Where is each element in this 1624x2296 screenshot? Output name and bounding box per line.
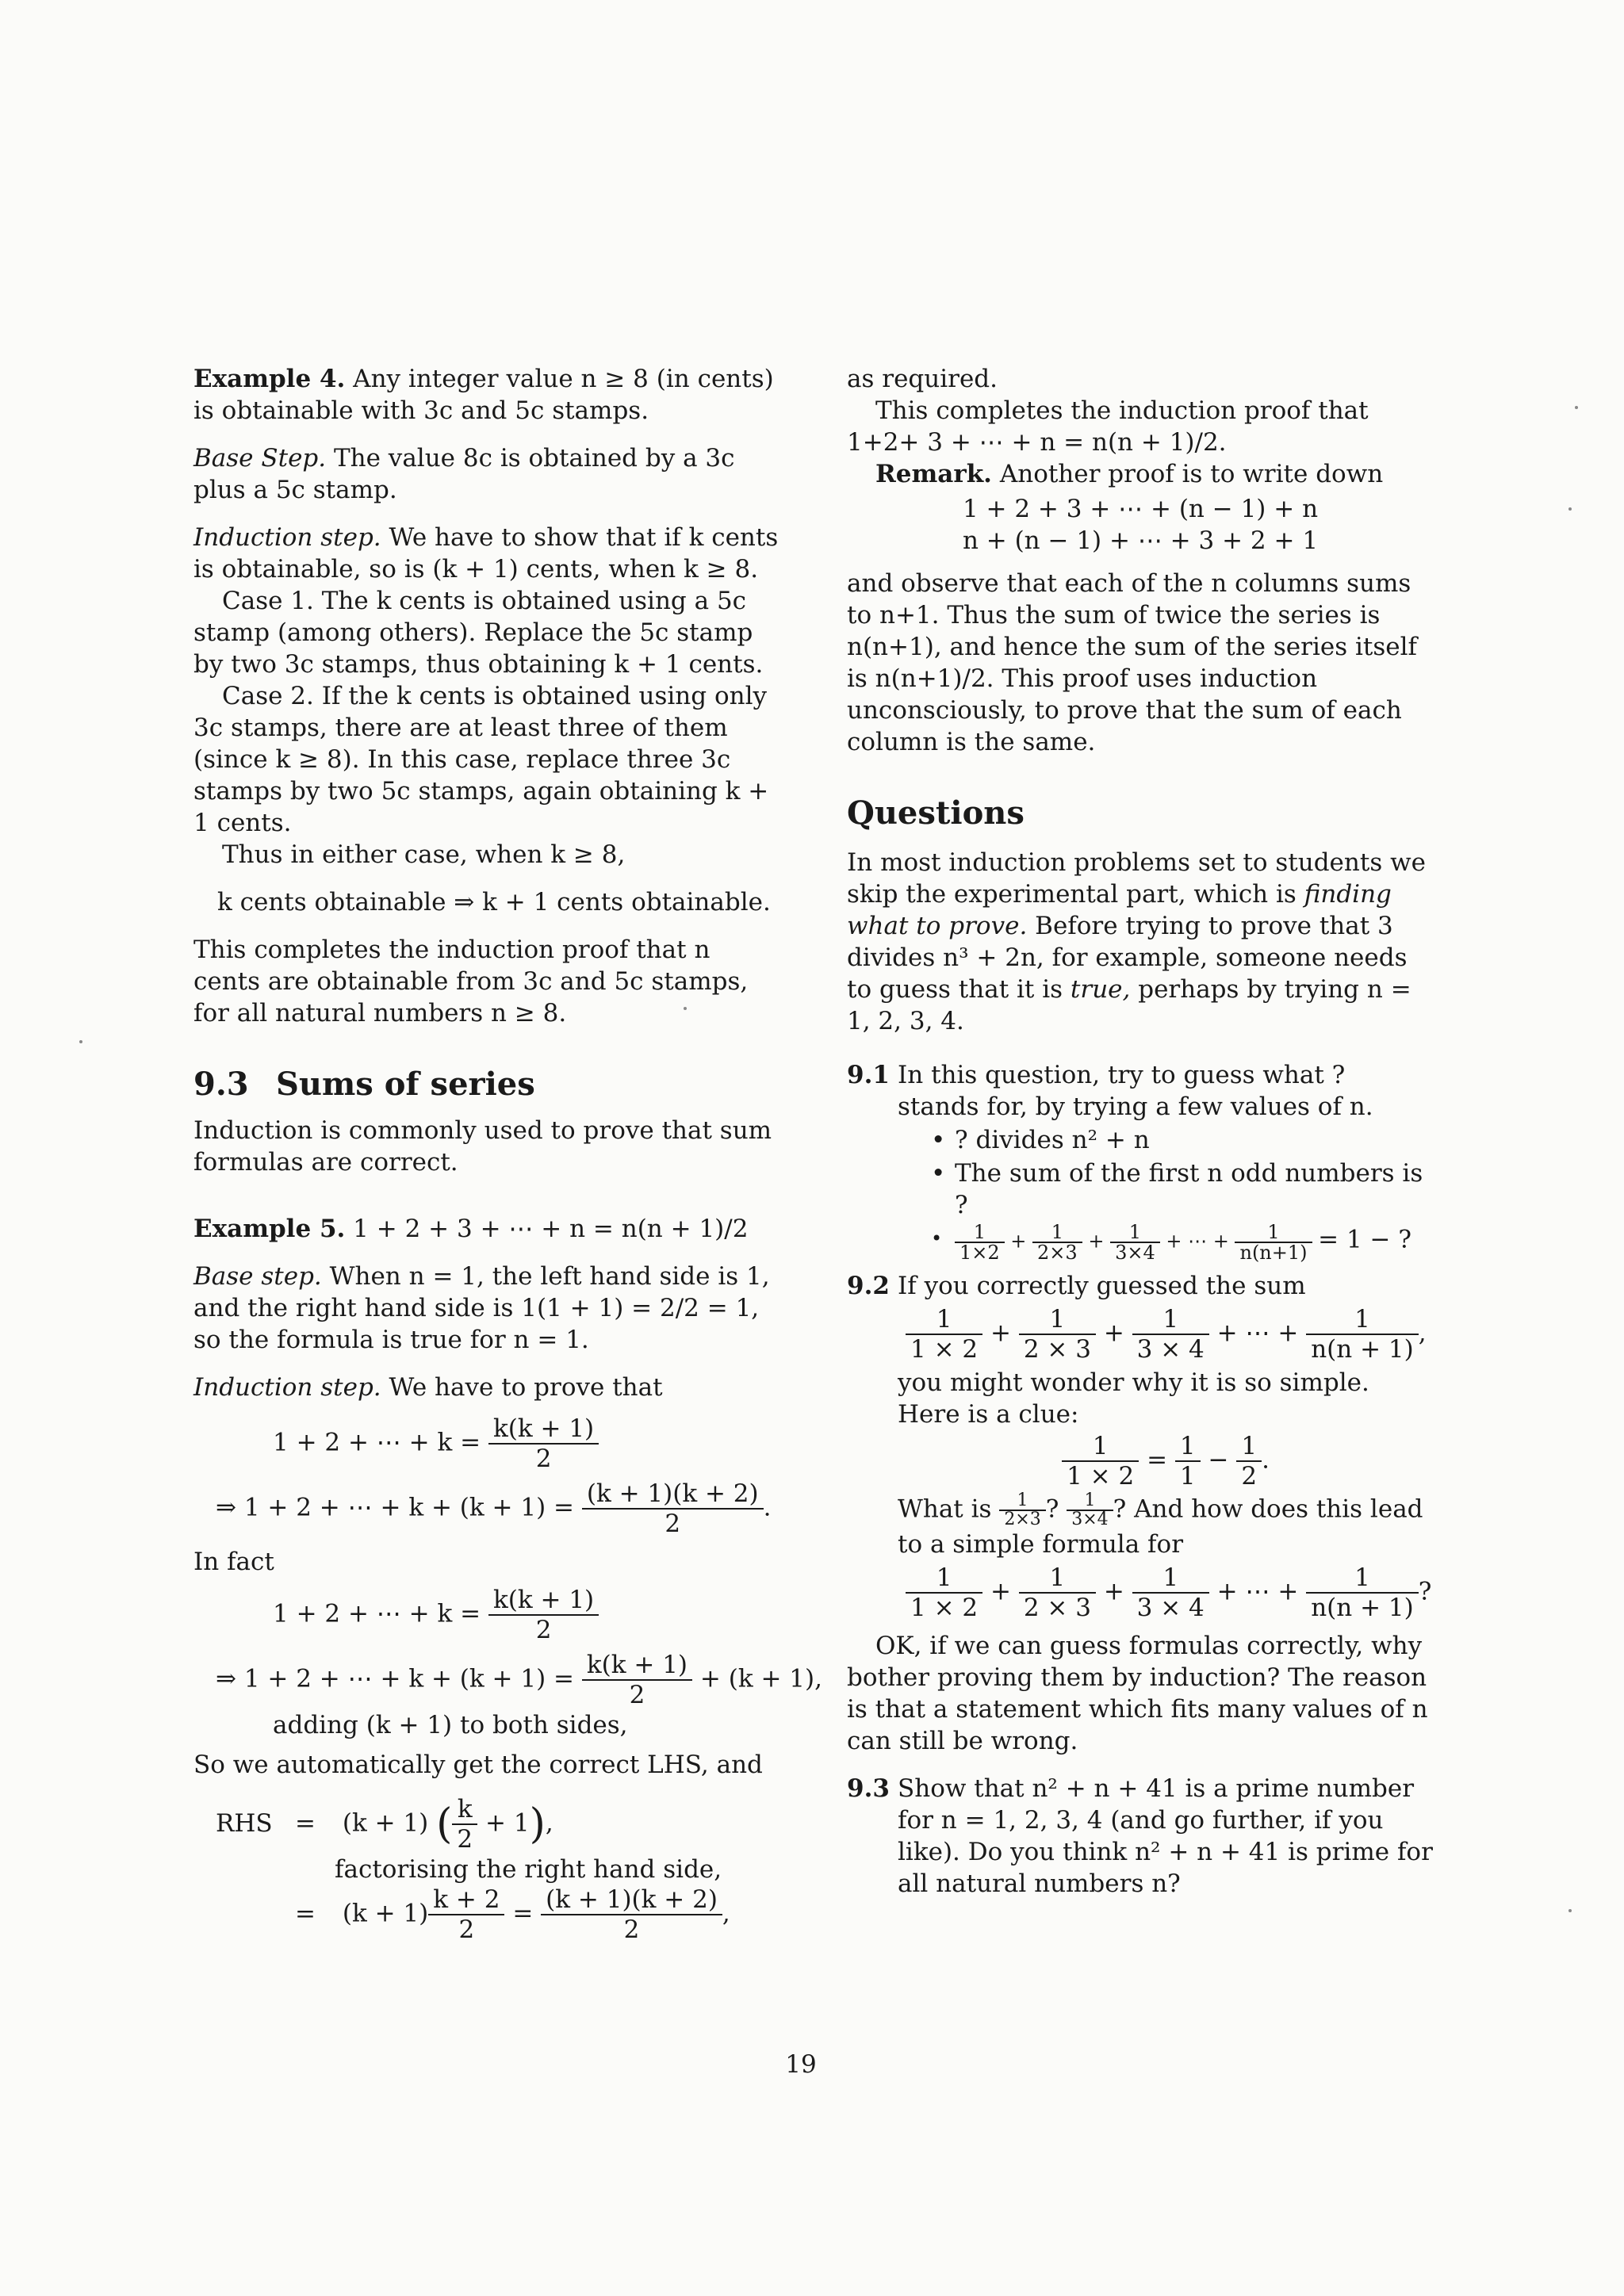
- example-5-text: 1 + 2 + 3 + ⋯ + n = n(n + 1)/2: [345, 1215, 749, 1243]
- base-step-5: [193, 1261, 780, 1356]
- rhs1-numerator: k: [452, 1795, 477, 1825]
- remark-text: Another proof is to write down: [991, 460, 1384, 488]
- clue-frac-b: [1236, 1432, 1262, 1490]
- t-frac-3-num: 1: [1132, 1563, 1209, 1594]
- bullet-divides: • ? divides n² + n: [955, 1124, 1434, 1156]
- wi-frac-1-num: 1: [999, 1492, 1045, 1511]
- sum-series-2: $\frac{1}{1 \times 2}$ + $\frac{1}{2 \times 3}$ + $\frac{1}{3 \times 4}$ + ⋯ + $\frac{1}{n(n + 1)}$ ?: [898, 1563, 1434, 1622]
- as-required: as required.: [847, 365, 998, 393]
- clue-frac-den: 1 × 2: [1067, 1462, 1135, 1490]
- rhs2-denominator-1: 2: [458, 1915, 475, 1944]
- questions-intro-em2: true,: [1070, 975, 1131, 1004]
- question-9-3: [847, 1773, 1434, 1900]
- s-frac-1: [906, 1305, 982, 1364]
- s-frac-1-den: 1 × 2: [910, 1335, 979, 1364]
- question-9-2-number: 9.2: [847, 1272, 890, 1300]
- factorising-note: factorising the right hand side,: [335, 1855, 722, 1884]
- base-step-5-label: Base step.: [193, 1262, 322, 1291]
- equation-4: [193, 1651, 822, 1709]
- b3-frac-3: [1110, 1223, 1160, 1262]
- clue-end: .: [1262, 1445, 1270, 1475]
- wi-frac-2-den: 3×4: [1071, 1510, 1109, 1529]
- example-4-text: Any integer value n ≥ 8 (in cents) is obtainable with 3c and 5c stamps.: [193, 365, 774, 425]
- rhs-line-1: RHS = (k + 1) ( $\frac{k}{2}$ + 1),: [216, 1795, 553, 1854]
- scan-speck: [1568, 507, 1572, 511]
- b3-frac-2-den: 2×3: [1037, 1242, 1078, 1264]
- eq3-lhs: 1 + 2 + ⋯ + k =: [273, 1599, 481, 1628]
- section-number: 9.3: [193, 1066, 249, 1103]
- eq2-numerator: (k + 1)(k + 2): [582, 1479, 764, 1510]
- questions-intro: [847, 847, 1434, 1037]
- eq4-numerator: k(k + 1): [582, 1651, 692, 1681]
- remark: [847, 458, 1434, 490]
- rhs1-denominator: 2: [457, 1825, 473, 1854]
- s-end: ,: [1418, 1318, 1427, 1348]
- eq1-denominator: 2: [535, 1445, 552, 1473]
- s-frac-1-num: 1: [906, 1305, 982, 1335]
- rhs-equals: =: [295, 1808, 316, 1838]
- series-row-1: 1 + 2 + 3 + ⋯ + (n − 1) + n: [962, 495, 1319, 523]
- question-9-2: [847, 1270, 1434, 1622]
- eq1-numerator: k(k + 1): [488, 1414, 599, 1445]
- induction-step-text: We have to show that if k cents is obtainable, so is (k + 1) cents, when k ≥ 8.: [193, 523, 779, 584]
- remark-label: Remark.: [875, 460, 992, 488]
- observe-paragraph: and observe that each of the n columns sums to n+1. Thus the sum of twice the series is n(n+1), and hence the sum of the series itself is n(n+1)/2. This proof uses induction unconsciously, to prove that the sum of each column is the same.: [847, 569, 1417, 756]
- base-step: [193, 442, 780, 506]
- b3-dots: + ⋯ +: [1166, 1230, 1229, 1253]
- clue-frac-num: 1: [1062, 1432, 1139, 1462]
- base-step-5-text: When n = 1, the left hand side is 1, and the right hand side is 1(1 + 1) = 2/2 = 1, so the formula is true for n = 1.: [193, 1262, 770, 1354]
- adding-note: adding (k + 1) to both sides,: [273, 1711, 628, 1739]
- eq1-fraction: [488, 1414, 599, 1473]
- what-is-label: What is: [898, 1494, 992, 1524]
- eq3-numerator: k(k + 1): [488, 1586, 599, 1616]
- example-4: [193, 363, 780, 427]
- rhs2-numerator-2: (k + 1)(k + 2): [541, 1885, 722, 1915]
- rhs2-denominator-2: 2: [623, 1915, 640, 1944]
- scan-speck: [1568, 1909, 1572, 1912]
- what-is-tail: ? And how does this lead to a simple formula for: [898, 1494, 1423, 1559]
- question-9-3-text: Show that n² + n + 41 is a prime number for n = 1, 2, 3, 4 (and go further, if you like). Do you think n² + n + 41 is prime for all natural numbers n?: [898, 1774, 1433, 1898]
- t-frac-4-den: n(n + 1): [1311, 1594, 1414, 1622]
- eq2-tail: .: [763, 1493, 772, 1522]
- s-dots: + ⋯ +: [1216, 1318, 1299, 1348]
- b3-frac-2: [1032, 1223, 1082, 1262]
- eq1-lhs: 1 + 2 + ⋯ + k =: [273, 1428, 481, 1457]
- questions-intro-c: perhaps by trying n = 1, 2, 3, 4.: [847, 975, 1411, 1035]
- section-intro: Induction is commonly used to prove that sum formulas are correct.: [193, 1116, 772, 1177]
- questions-intro-b: Before trying to prove that 3 divides n³ + 2n, for example, someone needs to guess that it is: [847, 912, 1408, 1004]
- t-dots: + ⋯ +: [1216, 1577, 1299, 1606]
- rhs1-tail: + 1: [485, 1808, 530, 1838]
- scan-speck: [684, 1007, 687, 1010]
- question-9-2-text: If you correctly guessed the sum: [898, 1272, 1306, 1300]
- t-frac-1-den: 1 × 2: [910, 1594, 979, 1622]
- s-frac-2-num: 1: [1019, 1305, 1096, 1335]
- b3-frac-4-den: n(n+1): [1239, 1242, 1308, 1264]
- rhs-label: RHS: [216, 1808, 273, 1838]
- eq4-fraction: [582, 1651, 692, 1709]
- s-frac-2: [1019, 1305, 1096, 1364]
- s-frac-3-den: 3 × 4: [1136, 1335, 1205, 1364]
- rhs2-factor: (k + 1): [342, 1899, 429, 1928]
- section-heading: [193, 1064, 780, 1105]
- questions-intro-a: In most induction problems set to students we skip the experimental part, which is: [847, 848, 1426, 909]
- b3-frac-3-num: 1: [1110, 1223, 1160, 1243]
- eq4-lhs: ⇒ 1 + 2 + ⋯ + k + (k + 1) =: [216, 1664, 574, 1693]
- section-title: Sums of series: [276, 1066, 535, 1103]
- t-frac-2: [1019, 1563, 1096, 1622]
- question-9-3-number: 9.3: [847, 1774, 890, 1803]
- example-4-label: Example 4.: [193, 365, 346, 393]
- question-9-1: [847, 1059, 1434, 1262]
- in-fact: In fact: [193, 1548, 274, 1576]
- questions-heading: Questions: [847, 794, 1025, 832]
- b3-frac-1-den: 1×2: [959, 1242, 1000, 1264]
- induction-step: [193, 522, 780, 585]
- clue-frac-a: [1175, 1432, 1201, 1490]
- scan-speck: [1575, 406, 1578, 409]
- rhs1-fraction: [452, 1795, 477, 1854]
- induction-step-5-text: We have to prove that: [381, 1373, 663, 1402]
- induction-step-label: Induction step.: [193, 523, 381, 552]
- eq4-denominator: 2: [629, 1681, 645, 1709]
- rhs2-fraction-1: [428, 1885, 504, 1944]
- s-frac-3: [1132, 1305, 1209, 1364]
- t-frac-1: [906, 1563, 982, 1622]
- clue-equals: =: [1147, 1445, 1168, 1475]
- t-frac-3-den: 3 × 4: [1136, 1594, 1205, 1622]
- t-frac-1-num: 1: [906, 1563, 982, 1594]
- bullet-telescoping: • $\frac{1}{1\times 2}$ + $\frac{1}{2\times 3}$ + $\frac{1}{3\times 4}$ + ⋯ + $\frac{1}{n(n+1)}$ = 1 − ?: [955, 1223, 1434, 1262]
- b3-tail: = 1 − ?: [1318, 1225, 1412, 1254]
- b3-frac-3-den: 3×4: [1115, 1242, 1155, 1264]
- induction-step-5-label: Induction step.: [193, 1373, 381, 1402]
- rhs2-equals: =: [295, 1899, 316, 1928]
- b3-frac-2-num: 1: [1032, 1223, 1082, 1243]
- wi-frac-1-den: 2×3: [1004, 1510, 1041, 1529]
- ok-paragraph: OK, if we can guess formulas correctly, why bother proving them by induction? The reason is that a statement which fits many values of n can still be wrong.: [847, 1632, 1428, 1755]
- rhs2-fraction-2: [541, 1885, 722, 1944]
- question-9-1-bullets: [898, 1124, 1434, 1262]
- t-frac-2-den: 2 × 3: [1023, 1594, 1091, 1622]
- equation-3: [193, 1586, 780, 1644]
- clue-frac-b-den: 2: [1241, 1462, 1258, 1490]
- induction-step-5: [193, 1372, 780, 1403]
- clue-frac-b-num: 1: [1236, 1432, 1262, 1462]
- b3-frac-4-num: 1: [1235, 1223, 1312, 1243]
- clue-minus: −: [1208, 1445, 1229, 1475]
- rhs2-end: ,: [722, 1899, 730, 1928]
- scan-speck: [79, 1040, 82, 1043]
- obtainable-implication: k cents obtainable ⇒ k + 1 cents obtainable.: [217, 888, 771, 916]
- auto-lhs: So we automatically get the correct LHS, and: [193, 1751, 763, 1779]
- what-is-text: What is $\frac{1}{2\times 3}$ ? $\frac{1}{3\times 4}$ ? And how does this lead to a simple formula for: [898, 1490, 1423, 1559]
- t-frac-4: [1306, 1563, 1419, 1622]
- s-frac-2-den: 2 × 3: [1023, 1335, 1091, 1364]
- page-number: 19: [785, 2050, 817, 2079]
- equation-1: [193, 1414, 780, 1473]
- s-frac-3-num: 1: [1132, 1305, 1209, 1335]
- eq3-fraction: [488, 1586, 599, 1644]
- s-frac-4: [1306, 1305, 1419, 1364]
- rhs2-mid-equals: =: [512, 1899, 534, 1928]
- question-9-1-text: In this question, try to guess what ? stands for, by trying a few values of n.: [898, 1061, 1373, 1121]
- eq2-denominator: 2: [665, 1510, 681, 1538]
- example-5: [193, 1213, 780, 1245]
- rhs2-numerator-1: k + 2: [428, 1885, 504, 1915]
- completes-example-5: This completes the induction proof that 1+2+ 3 + ⋯ + n = n(n + 1)/2.: [847, 396, 1369, 457]
- base-step-text: The value 8c is obtained by a 3c plus a 5c stamp.: [193, 444, 735, 504]
- t-frac-2-num: 1: [1019, 1563, 1096, 1594]
- eq2-fraction: [582, 1479, 764, 1538]
- wi-frac-2: [1067, 1492, 1113, 1529]
- completes-example-4: This completes the induction proof that n cents are obtainable from 3c and 5c stamps, for all natural numbers n ≥ 8.: [193, 936, 749, 1027]
- rhs1-end: ,: [545, 1808, 553, 1838]
- wi-frac-2-num: 1: [1067, 1492, 1113, 1511]
- s-frac-4-num: 1: [1306, 1305, 1419, 1335]
- rhs1-factor: (k + 1): [342, 1808, 429, 1838]
- t-frac-3: [1132, 1563, 1209, 1622]
- clue-equation: [898, 1432, 1434, 1490]
- b3-frac-4: [1235, 1223, 1312, 1262]
- eq3-denominator: 2: [535, 1616, 552, 1644]
- wonder-text: you might wonder why it is so simple. Here is a clue:: [898, 1368, 1369, 1429]
- bullet-odd-sum: • The sum of the first n odd numbers is ?: [955, 1158, 1434, 1221]
- eq2-lhs: ⇒ 1 + 2 + ⋯ + k + (k + 1) =: [216, 1493, 574, 1522]
- t-frac-4-num: 1: [1306, 1563, 1419, 1594]
- s-frac-4-den: n(n + 1): [1311, 1335, 1414, 1364]
- case-1: Case 1. The k cents is obtained using a 5c stamp (among others). Replace the 5c stamp by two 3c stamps, thus obtaining k + 1 cents.: [193, 587, 764, 679]
- questions-intro-em: finding what to prove.: [847, 880, 1392, 940]
- case-2: Case 2. If the k cents is obtained using only 3c stamps, there are at least three of them (since k ≥ 8). In this case, replace three 3c stamps by two 5c stamps, again obtaining k + 1 cents.: [193, 682, 769, 837]
- example-5-label: Example 5.: [193, 1215, 346, 1243]
- clue-frac-a-den: 1: [1179, 1462, 1196, 1490]
- b3-frac-1: [955, 1223, 1005, 1262]
- rhs-line-2: [193, 1885, 780, 1944]
- either-case: Thus in either case, when k ≥ 8,: [222, 840, 626, 869]
- clue-frac-a-num: 1: [1175, 1432, 1201, 1462]
- b3-frac-1-num: • 1: [955, 1223, 1005, 1243]
- base-step-label: Base Step.: [193, 444, 327, 473]
- series-rows: [847, 493, 1434, 557]
- eq4-tail: + (k + 1),: [699, 1664, 822, 1693]
- equation-2: [193, 1479, 780, 1538]
- clue-frac: [1062, 1432, 1139, 1490]
- right-column: [847, 363, 1434, 1900]
- series-row-2: n + (n − 1) + ⋯ + 3 + 2 + 1: [962, 526, 1319, 555]
- left-column: [193, 363, 822, 1944]
- wi-frac-1: [999, 1492, 1045, 1529]
- sum-series-1: $\frac{1}{1 \times 2}$ + $\frac{1}{2 \times 3}$ + $\frac{1}{3 \times 4}$ + ⋯ + $\frac{1}{n(n + 1)}$ ,: [898, 1305, 1434, 1364]
- question-9-1-number: 9.1: [847, 1061, 890, 1089]
- t-end: ?: [1418, 1577, 1432, 1606]
